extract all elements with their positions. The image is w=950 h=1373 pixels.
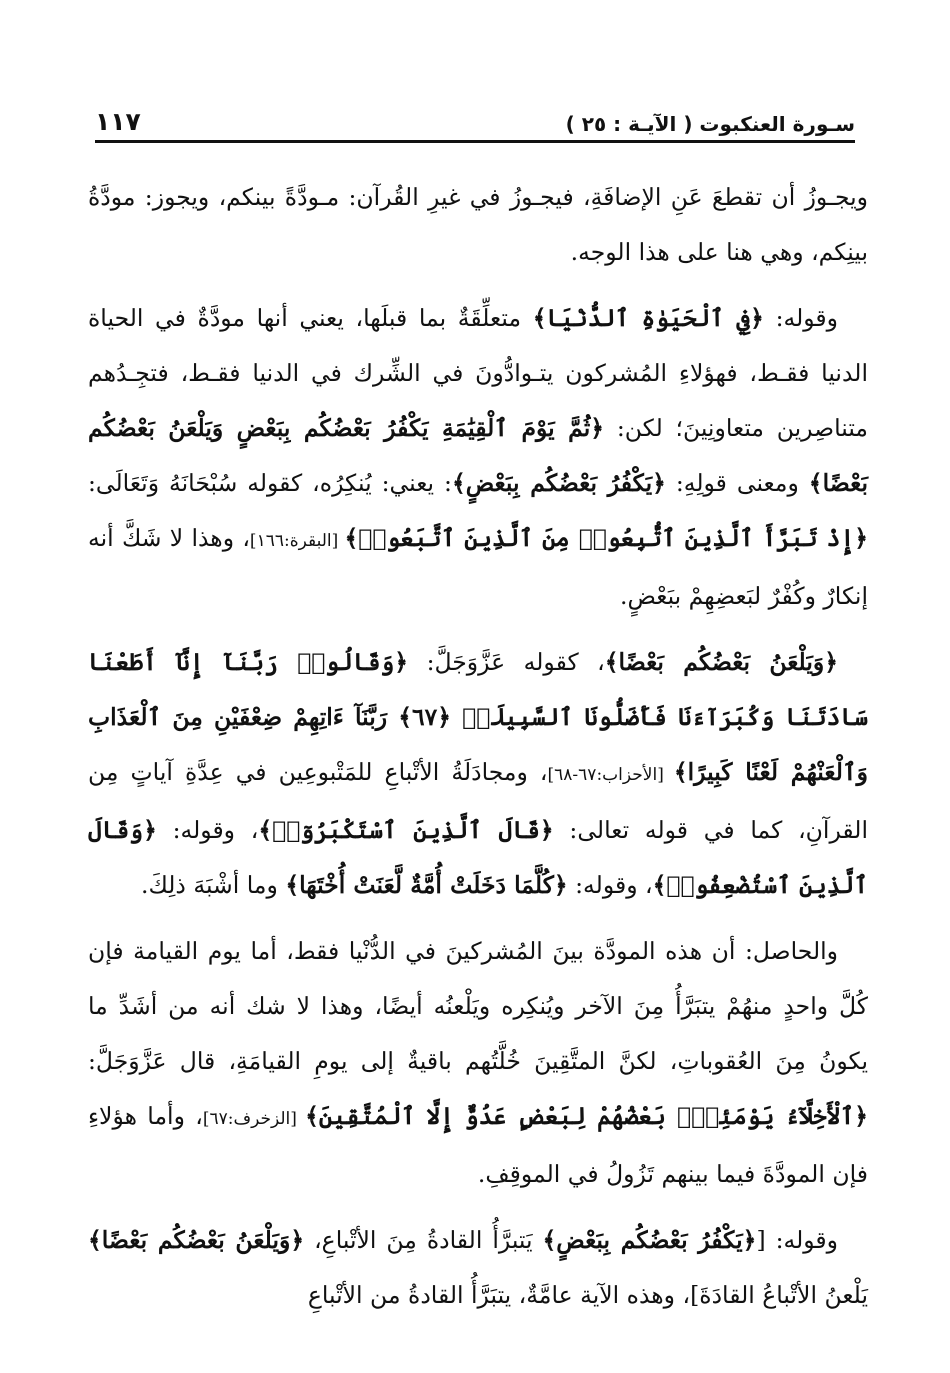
verse-reference: [البقرة:١٦٦] xyxy=(249,531,345,551)
paragraph-text: ، وقوله: xyxy=(567,871,653,899)
page-body xyxy=(88,170,868,1334)
header-divider xyxy=(95,140,855,143)
paragraph-text: ، وأما هؤلاءِ فإن المودَّةَ فيما بينهم تَزُولُ في الموقِفِ. xyxy=(88,1102,868,1188)
paragraph-text: وقوله: xyxy=(763,304,839,332)
quran-verse: ﴿وَقَالَ ٱلَّذِينَ ٱسْتُضْعِفُوا۟﴾ xyxy=(88,816,868,899)
paragraph-3 xyxy=(88,635,868,913)
paragraph-1 xyxy=(88,170,868,280)
paragraph-text: ، وقوله: xyxy=(156,816,259,844)
running-header xyxy=(95,96,855,136)
quran-verse: ﴿كُلَّمَا دَخَلَتْ أُمَّةٌ لَّعَنَتْ أُخْتَهَا﴾ xyxy=(285,871,568,899)
verse-reference: [الزخرف:٦٧] xyxy=(202,1109,306,1129)
paragraph-2 xyxy=(88,291,868,624)
quran-verse: ﴿فِي ٱلْحَيَوٰةِ ٱلدُّنْيَا﴾ xyxy=(532,304,764,332)
paragraph-text: وقوله: [ xyxy=(756,1226,838,1254)
paragraph-text: : يعني: يُنكِرُه، كقوله سُبْحَانَهُ وَتَعَالَى: xyxy=(88,469,452,497)
paragraph-text: يَتبرَّأُ القادةُ مِنَ الأتْباعِ، xyxy=(304,1226,543,1254)
paragraph-text: ، وهذا لا شَكَّ أنه إنكارٌ وكُفْرٌ لبَعضِهِمْ ببَعْضٍ. xyxy=(88,524,868,610)
quran-verse: ﴿وَقَالُوا۟ رَبَّنَآ إِنَّآ أَطَعْنَا سَادَتَنَا وَكُبَرَآءَنَا فَأَضَلُّونَا ٱلسَّبِيلَا۠ ﴿٦٧﴾ رَبَّنَآ ءَاتِهِمْ ضِعْفَيْنِ مِنَ ٱلْعَذَابِ وَٱلْعَنْهُمْ لَعْنًا كَبِيرًا﴾ xyxy=(88,648,868,786)
quran-verse: ﴿يَكْفُرُ بَعْضُكُم بِبَعْضٍ﴾ xyxy=(542,1226,757,1254)
page-number: ١١٧ xyxy=(95,107,141,136)
quran-verse: ﴿وَيَلْعَنُ بَعْضُكُم بَعْضًا﴾ xyxy=(604,648,838,676)
paragraph-text: ، ومجادَلَةُ الأتْباعِ للمَتْبوعِين في عِدَّةِ آياتٍ مِن القرآنِ، كما في قوله تعالى: xyxy=(88,758,868,844)
paragraph-text: يَلْعنُ الأتْباعُ القادَةَ]، وهذه الآية عامَّةٌ، يتبَرَّأُ القادةُ من الأتْباعِ xyxy=(307,1281,868,1309)
paragraph-text: والحاصل: أن هذه المودَّة بينَ المُشركينَ في الدُّنْيا فقط، أما يوم القيامة فإن كُلَّ واحدٍ منهُمْ يتبَرَّأُ مِنَ الآخر ويُنكِره ويَلْعنُه أيضًا، وهذا لا شك أنه من أشَدِّ ما يكونُ مِنَ العُقوباتِ، لكنَّ المتَّقِينَ خُلَّتُهم باقيةٌ إلى يومِ القيامَةِ، قال عَزَّوَجَلَّ: xyxy=(88,937,868,1075)
quran-verse: ﴿ٱلْأَخِلَّآءُ يَوْمَئِذٍۭ بَعْضُهُمْ لِبَعْضٍ عَدُوٌّ إِلَّا ٱلْمُتَّقِينَ﴾ xyxy=(305,1102,868,1130)
quran-verse: ﴿إِذْ تَبَرَّأَ ٱلَّذِينَ ٱتُّبِعُوا۟ مِنَ ٱلَّذِينَ ٱتَّبَعُوا۟﴾ xyxy=(344,524,868,552)
paragraph-5 xyxy=(88,1213,868,1323)
paragraph-4 xyxy=(88,924,868,1202)
paragraph-text: متعلِّقَةٌ بما قبلَها، يعني أنها مودَّةٌ في الحياة الدنيا فقـط، فهؤلاءِ المُشركون يتـوادُّونَ في الشِّرك في الدنيا فقـط، فتجِـدُهم متناصِرين متعاونِينَ؛ لكن: xyxy=(88,304,868,442)
verse-reference: [الأحزاب:٦٧-٦٨] xyxy=(547,765,674,785)
quran-verse: ﴿قَالَ ٱلَّذِينَ ٱسْتَكْبَرُوٓا۟﴾ xyxy=(258,816,554,844)
quran-verse: ﴿يَكْفُرُ بَعْضُكُم بِبَعْضٍ﴾ xyxy=(451,469,666,497)
quran-verse: ﴿ثُمَّ يَوْمَ ٱلْقِيَٰمَةِ يَكْفُرُ بَعْضُكُم بِبَعْضٍ وَيَلْعَنُ بَعْضُكُم بَعْضًا﴾ xyxy=(88,414,868,497)
quran-verse: ﴿وَيَلْعَنُ بَعْضُكُم بَعْضًا﴾ xyxy=(88,1226,305,1254)
paragraph-text: ، كقوله عَزَّوَجَلَّ: xyxy=(408,648,605,676)
paragraph-text: ومعنى قولِهِ: xyxy=(665,469,809,497)
paragraph-text: ويجـوزُ أن تقطعَ عَنِ الإضافَةِ، فيجـوزُ في غيرِ القُرآن: مـودَّةً بينكم، ويجوز: مودَّةُ بينِكم، وهي هنا على هذا الوجه. xyxy=(88,183,868,266)
header-title: سـورة العنكبوت ( الآيـة : ٢٥ ) xyxy=(565,112,855,136)
paragraph-text: وما أشْبَهَ ذلِكَ. xyxy=(140,871,286,899)
